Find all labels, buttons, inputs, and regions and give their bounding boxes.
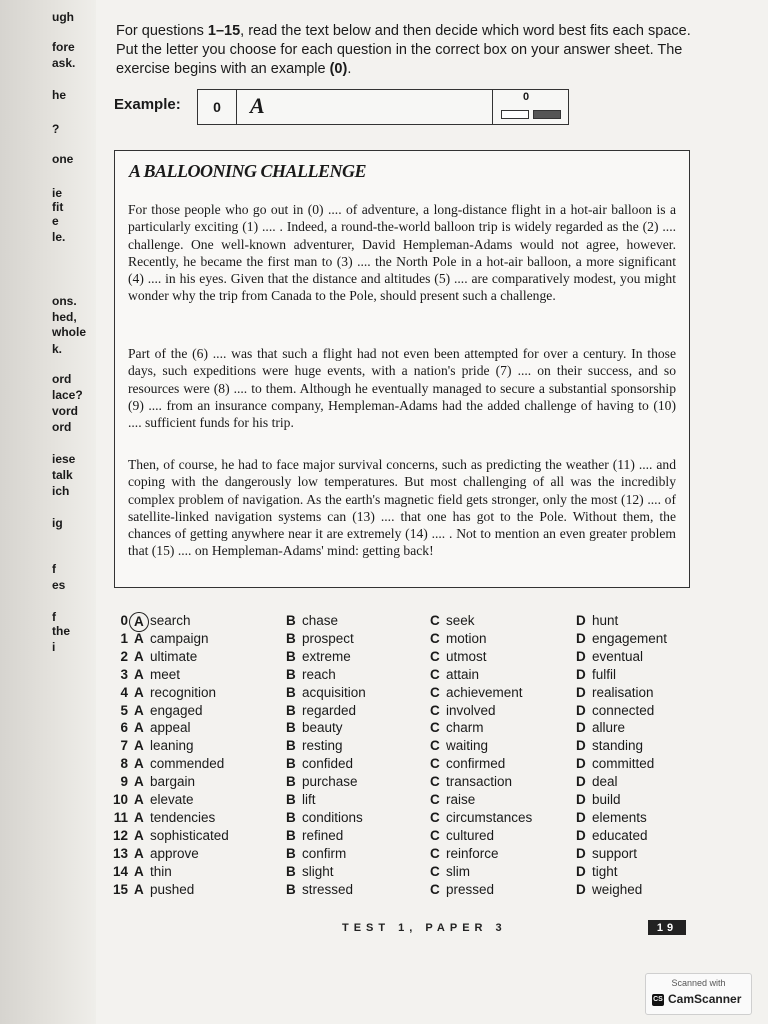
question-number: 7 [120,738,128,754]
option-word-d: allure [592,720,626,736]
question-number: 4 [120,684,128,700]
option-letter-d: D [576,666,586,682]
option-letter-b: B [286,756,296,772]
option-word-a: meet [150,666,181,682]
option-letter-b: B [286,684,296,700]
option-word-c: seek [446,613,475,628]
option-letter-a: A [129,612,149,632]
option-row [112,827,712,845]
instructions-range: 1–15 [207,23,241,39]
example-answer: A [250,93,265,118]
gutter-fragment: ugh [52,10,74,24]
option-letter-b: B [286,720,296,736]
option-letter-a: A [134,845,144,861]
option-letter-a: A [134,774,144,790]
option-row [112,648,712,666]
option-row [112,719,712,737]
question-number: 9 [120,774,128,790]
option-word-b: extreme [302,648,351,664]
option-word-d: eventual [592,648,644,664]
option-letter-c: C [430,648,440,664]
gutter-fragment: i [52,640,56,654]
option-letter-b: B [286,863,296,879]
option-word-d: realisation [592,684,654,700]
option-word-d: tight [592,863,618,879]
gutter-fragment: ask. [52,56,76,70]
gutter-fragment: le. [52,230,66,244]
option-letter-b: B [286,792,296,807]
option-word-d: committed [592,756,655,772]
option-word-a: ultimate [150,648,198,664]
option-row [112,845,712,863]
option-row [112,773,712,791]
passage-paragraph-3: Then, of course, he had to face major survival concerns, such as predicting the weather (11) .... and coping with the dangerously low temperatures. But most challenging of all was the incredibly complex problem of navigation. As the earth's magnetic field gets stronger, only the most (12) .... of satellite-linked navigation systems can (13) .... that one has got to the Pole. Without them, the chances of getting anywhere near it are extremely (14) .... . Not to mention an even greater problem that (15) .... on Hempleman-Adams' mind: getting back! [128,457,676,559]
option-letter-a: A [134,809,144,825]
option-letter-a: A [134,827,144,843]
gutter-fragment: f [52,562,56,576]
option-row [112,881,712,899]
option-word-d: deal [592,774,618,790]
option-letter-d: D [576,756,586,772]
example-label: Example: [114,96,181,113]
option-letter-b: B [286,666,296,682]
option-letter-a: A [134,720,144,736]
option-letter-c: C [430,881,440,897]
option-letter-b: B [286,738,296,754]
option-word-c: waiting [446,738,489,754]
option-letter-a: A [134,756,144,772]
option-letter-d: D [576,720,586,736]
option-word-a: elevate [150,792,194,807]
instructions-example-ref: (0) [329,61,348,77]
option-letter-c: C [430,630,440,646]
option-word-a: tendencies [150,809,216,825]
previous-page-edge [0,0,96,1024]
option-word-d: weighed [592,881,643,897]
gutter-fragment: ons. [52,294,77,308]
gutter-fragment: vord [52,404,79,418]
option-letter-a: A [134,881,144,897]
option-word-c: circumstances [446,809,533,825]
question-number: 8 [120,756,128,772]
option-letter-a: A [134,792,144,807]
option-letter-d: D [576,774,586,790]
example-grid-number: 0 [523,91,530,103]
gutter-fragment: fit [52,200,64,214]
question-number: 2 [120,648,128,664]
option-letter-b: B [286,648,296,664]
option-letter-c: C [430,827,440,843]
option-row [112,755,712,773]
question-number: 1 [120,630,128,646]
gutter-fragment: ? [52,122,60,136]
instructions-end: . [347,61,352,77]
gutter-fragment: es [52,578,66,592]
instructions [116,22,696,79]
question-number: 15 [112,881,128,897]
option-word-b: slight [302,863,334,879]
option-letter-c: C [430,845,440,861]
question-number: 10 [112,792,128,807]
question-number: 13 [112,845,128,861]
gutter-fragment: ig [52,516,63,530]
option-letter-d: D [576,738,586,754]
passage-title: A BALLOONING CHALLENGE [129,161,367,181]
option-word-a: commended [150,756,225,772]
option-word-b: acquisition [302,684,366,700]
option-letter-c: C [430,809,440,825]
passage-paragraph-1: For those people who go out in (0) .... of adventure, a long-distance flight in a hot-air balloon is a particularly exciting (1) .... . Indeed, a round-the-world balloon trip is widely regarded as the (2) .... challenge. One well-known adventurer, David Hempleman-Adams would not agree, however. Recently, he became the first man to (3) .... the North Pole in a hot-air balloon, a more significant (4) .... in his eyes. Given that the distance and altitudes (5) .... are comparatively modest, you might wonder why the trip from Canada to the Pole, should present such a challenge. [128,202,676,304]
question-number: 3 [120,666,128,682]
option-word-b: lift [302,792,316,807]
option-letter-d: D [576,827,586,843]
option-word-b: purchase [302,774,358,790]
option-word-b: stressed [302,881,354,897]
option-row [112,666,712,684]
passage-box [114,150,690,588]
option-word-c: charm [446,720,484,736]
instructions-prefix: For questions [116,23,208,39]
option-word-a: pushed [150,881,195,897]
option-word-c: raise [446,792,476,807]
option-row [112,612,712,630]
option-letter-c: C [430,666,440,682]
option-letter-c: C [430,756,440,772]
option-word-a: approve [150,845,199,861]
option-word-a: search [150,613,191,628]
scanner-brand: CamScanner [668,992,742,1006]
option-letter-d: D [576,863,586,879]
option-letter-d: D [576,845,586,861]
option-word-c: motion [446,630,487,646]
option-row [112,630,712,648]
option-word-b: chase [302,613,339,628]
option-letter-b: B [286,613,296,628]
option-letter-b: B [286,827,296,843]
option-word-d: educated [592,827,648,843]
option-word-d: hunt [592,613,619,628]
option-word-a: leaning [150,738,194,754]
camscanner-watermark [645,973,752,1015]
option-letter-c: C [430,684,440,700]
scanner-caption: Scanned with [671,978,726,988]
gutter-fragment: k. [52,342,63,356]
option-word-d: elements [592,809,647,825]
question-number: 0 [120,613,128,628]
option-word-d: fulfil [592,666,617,682]
option-word-d: engagement [592,630,668,646]
gutter-fragment: lace? [52,388,83,402]
option-letter-c: C [430,792,440,807]
option-letter-d: D [576,648,586,664]
option-letter-d: D [576,792,586,807]
example-answer-grid [492,90,568,124]
option-word-b: resting [302,738,343,754]
option-letter-d: D [576,613,586,628]
option-letter-c: C [430,738,440,754]
gutter-fragment: whole [52,325,87,339]
answer-cell-filled [533,110,561,119]
instructions-text: , read the text below and then decide which word best fits each space. Put the letter you choose for each question in the correct box on your answer sheet. The exercise begins with an example [116,23,691,77]
gutter-fragment: ord [52,420,72,434]
gutter-fragment: one [52,152,74,166]
option-word-b: confided [302,756,354,772]
option-word-a: engaged [150,702,203,718]
footer-test-label: TEST 1, PAPER 3 [342,922,507,934]
passage-paragraph-2: Part of the (6) .... was that such a flight had not even been attempted for over a century. In those days, such expeditions were huge events, with a nation's pride (7) .... on their success, and so resources were (8) .... to them. Although he eventually managed to secure a substantial sponsorship (9) .... from an insurance company, Hempleman-Adams had the added challenge of having to (10) .... sufficient funds for his trip. [128,346,676,431]
option-word-b: regarded [302,702,357,718]
option-letter-c: C [430,613,440,628]
option-word-c: pressed [446,881,495,897]
option-word-c: slim [446,863,470,879]
option-letter-b: B [286,774,296,790]
option-word-a: bargain [150,774,196,790]
option-letter-c: C [430,774,440,790]
option-letter-a: A [134,666,144,682]
option-letter-b: B [286,702,296,718]
gutter-fragment: f the [52,610,70,638]
option-word-c: confirmed [446,756,506,772]
option-letter-b: B [286,630,296,646]
gutter-fragment: ie [52,186,63,200]
option-letter-d: D [576,809,586,825]
gutter-fragment: hed, [52,310,77,324]
option-letter-a: A [134,648,144,664]
gutter-fragment: ich [52,484,70,498]
option-word-b: confirm [302,845,347,861]
option-word-c: cultured [446,827,495,843]
option-word-b: conditions [302,809,363,825]
option-word-c: attain [446,666,480,682]
option-row [112,791,712,809]
gutter-fragment: e [52,214,59,228]
gutter-fragment: he [52,88,67,102]
gutter-fragment: iese [52,452,76,466]
option-word-a: appeal [150,720,191,736]
question-number: 5 [120,702,128,718]
gutter-fragment: talk [52,468,73,482]
option-letter-a: A [134,684,144,700]
option-word-c: involved [446,702,496,718]
example-number: 0 [198,90,237,124]
option-letter-a: A [134,630,144,646]
option-letter-d: D [576,684,586,700]
option-word-d: connected [592,702,655,718]
option-row [112,863,712,881]
answer-cell-empty [501,110,529,119]
option-letter-a: A [134,702,144,718]
option-letter-a: A [134,863,144,879]
option-letter-b: B [286,809,296,825]
option-letter-d: D [576,702,586,718]
camscanner-logo-icon: CS [652,994,664,1006]
option-word-d: standing [592,738,644,754]
option-word-b: prospect [302,630,354,646]
option-row [112,809,712,827]
option-letter-a: A [134,738,144,754]
question-number: 6 [120,720,128,736]
page-number: 19 [648,920,686,935]
option-word-b: beauty [302,720,343,736]
option-word-d: build [592,792,621,807]
example-box [197,89,569,125]
gutter-fragment: ord [52,372,72,386]
option-word-c: achievement [446,684,523,700]
option-word-c: utmost [446,648,487,664]
option-word-c: reinforce [446,845,499,861]
option-word-a: recognition [150,684,217,700]
option-word-b: reach [302,666,336,682]
option-letter-c: C [430,863,440,879]
option-row [112,737,712,755]
option-row [112,702,712,720]
option-word-a: sophisticated [150,827,229,843]
option-letter-b: B [286,881,296,897]
question-number: 14 [112,863,128,879]
option-row [112,684,712,702]
gutter-fragment: fore [52,40,75,54]
option-word-c: transaction [446,774,513,790]
option-word-b: refined [302,827,344,843]
option-letter-d: D [576,881,586,897]
option-word-d: support [592,845,638,861]
option-word-a: thin [150,863,172,879]
option-letter-d: D [576,630,586,646]
question-number: 11 [113,809,128,825]
option-letter-c: C [430,702,440,718]
option-letter-c: C [430,720,440,736]
option-letter-b: B [286,845,296,861]
question-number: 12 [112,827,128,843]
option-word-a: campaign [150,630,209,646]
